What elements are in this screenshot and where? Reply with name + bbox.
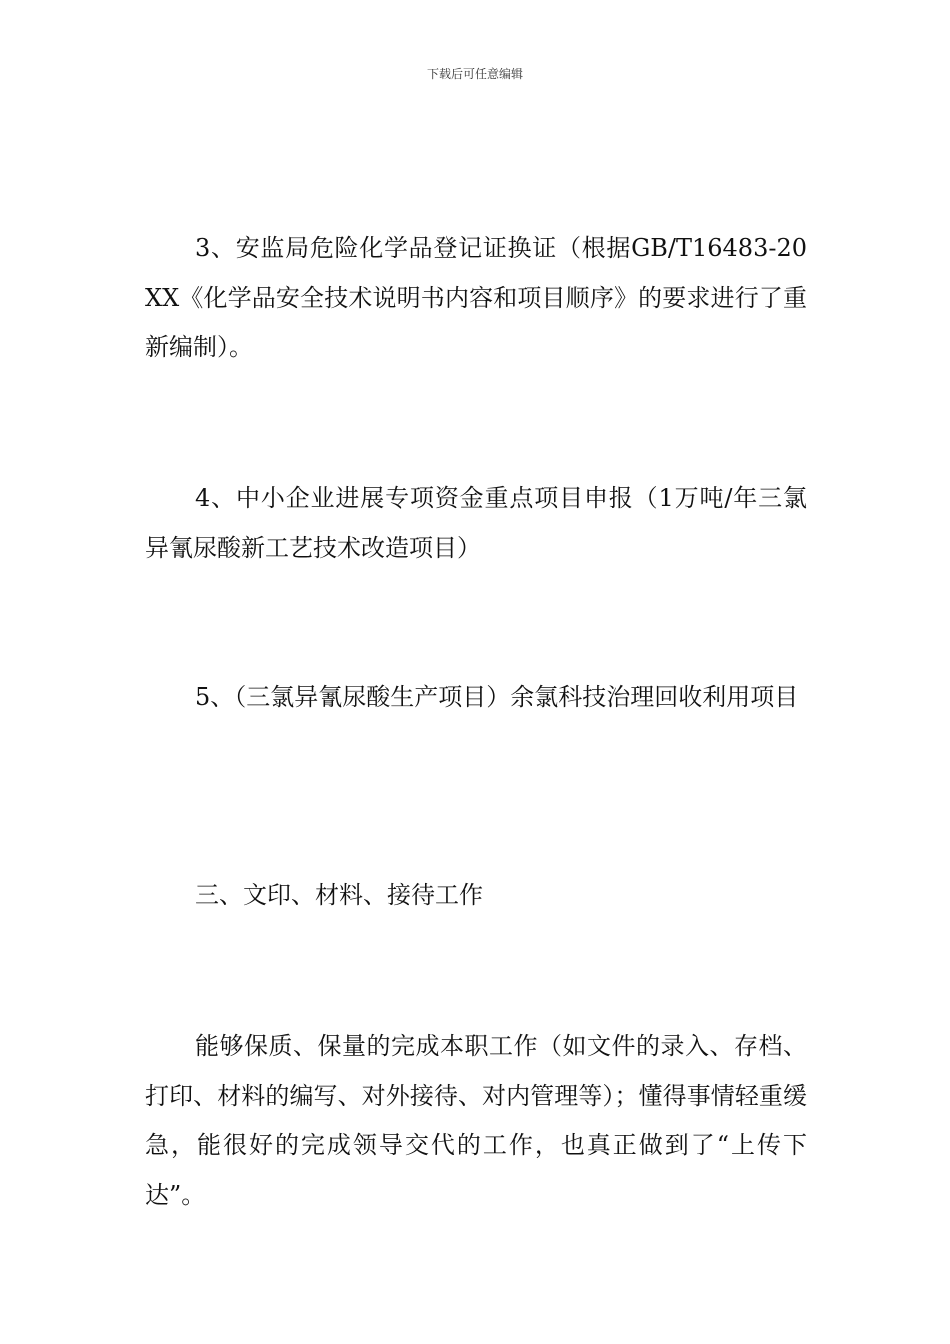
- paragraph-item-5: 5、（三氯异氰尿酸生产项目）余氯科技治理回收利用项目: [195, 683, 799, 711]
- page-header: 下载后可任意编辑: [426, 67, 523, 81]
- section-heading: 三、文印、材料、接待工作: [195, 881, 483, 909]
- paragraph-item-3: 3、安监局危险化学品登记证换证（根据GB/T16483-20XX《化学品安全技术说明书内容和项目顺序》的要求进行了重新编制）。: [145, 234, 807, 361]
- paragraph-item-4: 4、中小企业进展专项资金重点项目申报（1万吨/年三氯异氰尿酸新工艺技术改造项目）: [145, 484, 807, 562]
- paragraph-body: 能够保质、保量的完成本职工作（如文件的录入、存档、打印、材料的编写、对外接待、对内管理等）；懂得事情轻重缓急，能很好的完成领导交代的工作，也真正做到了“上传下达”。: [145, 1032, 807, 1209]
